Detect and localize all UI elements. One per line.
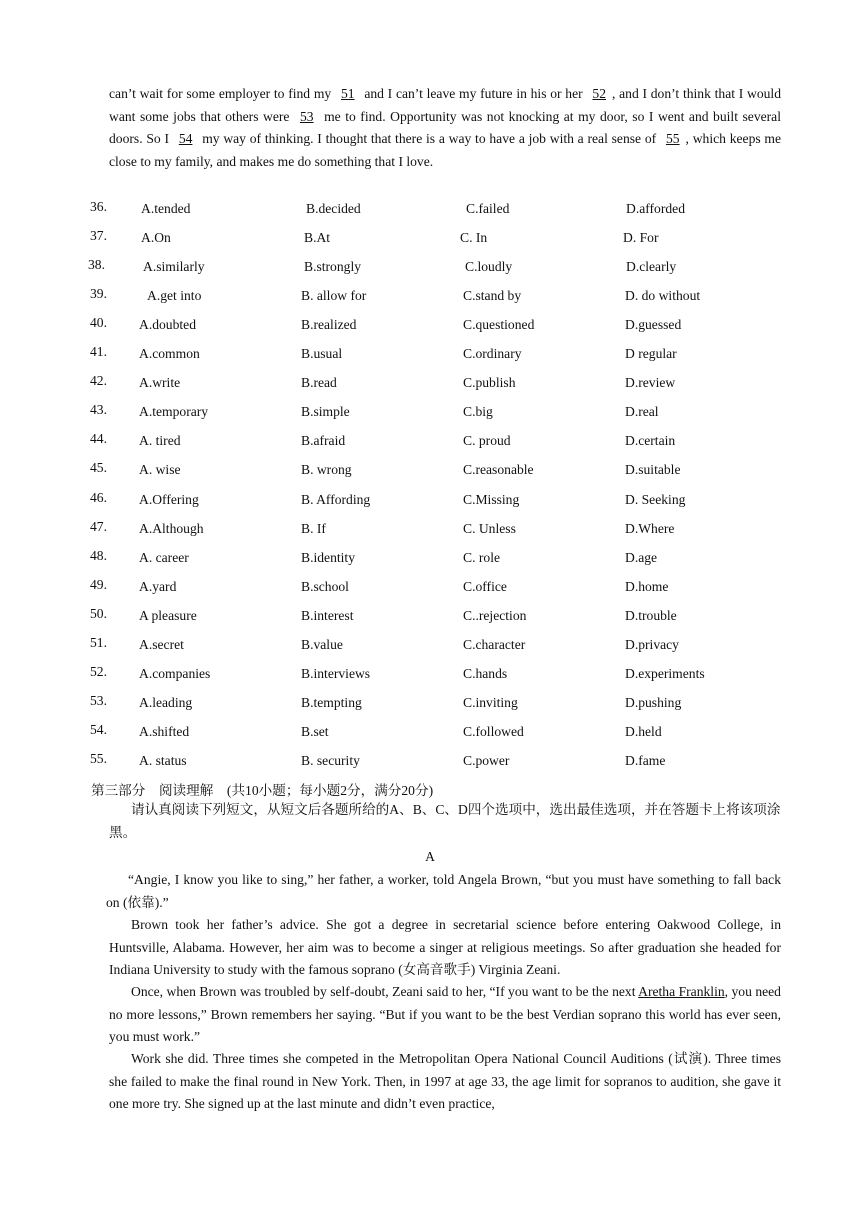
blank-51: 51 (340, 86, 355, 101)
option-b: B.simple (301, 404, 350, 420)
option-c: C.reasonable (463, 462, 534, 478)
option-c: C.ordinary (463, 346, 522, 362)
option-b: B.At (304, 230, 331, 246)
question-number: 50. (90, 605, 107, 621)
option-c: C.loudly (465, 259, 513, 275)
cloze-passage-end (109, 83, 781, 173)
option-b: B.strongly (304, 259, 362, 275)
option-c: C.hands (463, 665, 508, 681)
passage-text: and I can’t leave my future in his or her (364, 86, 583, 101)
blank-55: 55 (665, 131, 680, 147)
passage-paragraph: “Angie, I know you like to sing,” her father, a worker, told Angela Brown, “but you must have something to fall back on (依靠).” (106, 872, 781, 910)
option-d: D regular (625, 346, 677, 362)
option-d: D.real (625, 404, 659, 420)
option-d: D.age (625, 549, 658, 565)
option-b: B.decided (306, 201, 361, 216)
option-a: A.similarly (143, 259, 205, 275)
option-b: B.afraid (301, 433, 346, 449)
passage-text: my way of thinking. I thought that there is a way to have a job with a real sense of (202, 131, 657, 147)
option-a: A.common (139, 346, 200, 362)
option-d: D. For (623, 230, 659, 246)
question-row (0, 547, 860, 572)
question-number: 39. (90, 286, 107, 302)
option-d: D.suitable (625, 462, 681, 478)
question-row (0, 605, 860, 630)
option-b: B.realized (301, 317, 357, 333)
option-b: B. Affording (301, 491, 371, 507)
question-number: 55. (90, 750, 107, 766)
option-b: B.tempting (301, 694, 362, 710)
option-c: C.power (463, 752, 510, 768)
question-row (0, 518, 860, 543)
aretha-link[interactable]: Aretha Franklin (638, 984, 725, 999)
option-d: D.fame (625, 752, 666, 768)
question-number: 54. (90, 721, 107, 737)
option-c: C. Unless (463, 520, 516, 536)
option-d: D.certain (625, 433, 676, 449)
question-row (0, 433, 860, 455)
option-a: A.yard (139, 578, 177, 594)
option-a: A. tired (139, 433, 181, 449)
option-a: A.shifted (139, 723, 190, 739)
option-c: C.Missing (463, 491, 520, 507)
question-row (0, 750, 860, 775)
passage-paragraph: Brown took her father’s advice. She got a degree in secretarial science before entering Oakwood College, in Huntsville, Alabama. However, her aim was to become a singer at religious meetings. So after graduation she headed for Indiana University to study with the famous soprano (女高音歌手) Virginia Zeani. (109, 917, 781, 978)
question-row (0, 201, 860, 223)
option-b: B.read (301, 375, 337, 391)
question-row (0, 404, 860, 426)
question-row (0, 721, 860, 746)
option-d: D. do without (625, 288, 701, 304)
question-number: 52. (90, 663, 107, 679)
option-b: B. security (301, 752, 360, 768)
option-d: D.home (625, 578, 669, 594)
option-a: A.On (141, 230, 171, 246)
option-a: A pleasure (139, 607, 197, 623)
question-number: 47. (90, 518, 107, 534)
option-d: D.held (625, 723, 662, 739)
question-number: 40. (90, 315, 107, 331)
question-number: 41. (90, 344, 107, 360)
option-a: A.Although (139, 520, 204, 536)
option-c: C. role (463, 549, 500, 565)
question-number: 53. (90, 692, 107, 708)
question-number: 45. (90, 460, 107, 476)
option-d: D.experiments (625, 665, 705, 681)
option-d: D.Where (625, 520, 675, 536)
question-row (0, 230, 860, 252)
question-row (0, 462, 860, 484)
option-d: D.clearly (626, 259, 677, 275)
question-row (0, 317, 860, 339)
option-c: C.inviting (463, 694, 518, 710)
blank-54: 54 (178, 131, 193, 147)
option-b: B.identity (301, 549, 355, 565)
option-c: C.publish (463, 375, 516, 391)
option-b: B. allow for (301, 288, 367, 304)
passage-text: me to find. Opportunity was not knocking at my door, so I went and built several doors. So I (109, 108, 781, 147)
section-heading: 第三部分 阅读理解 (共10小题；每小题2分，满分20分) (91, 783, 434, 798)
option-d: D.trouble (625, 607, 677, 623)
option-a: A.companies (139, 665, 211, 681)
option-a: A. status (139, 752, 187, 768)
option-b: B.set (301, 723, 329, 739)
passage-text: , you need no more lessons,” Brown remembers her saying. “But if you want to be the best Verdian soprano this world has ever seen, you must work.” (109, 984, 781, 1045)
option-c: C.office (463, 578, 507, 594)
question-number: 44. (90, 431, 107, 447)
question-row (0, 634, 860, 659)
question-row (0, 489, 860, 514)
option-b: B.interviews (301, 665, 371, 681)
option-b: B. If (301, 520, 326, 536)
option-c: C. In (460, 230, 488, 246)
question-row (0, 692, 860, 717)
question-row (0, 663, 860, 688)
option-d: D.guessed (625, 317, 682, 333)
question-number: 37. (90, 228, 107, 244)
question-number: 49. (90, 576, 107, 592)
option-b: B.usual (301, 346, 343, 362)
option-c: C. proud (463, 433, 511, 449)
question-number: 42. (90, 373, 107, 389)
passage-text: , which keeps me close to my family, and makes me do something that I love. (109, 131, 782, 169)
passage-paragraph (109, 981, 781, 1049)
option-d: D.pushing (625, 694, 682, 710)
blank-52: 52 (592, 86, 606, 101)
option-c: C.character (463, 636, 526, 652)
option-a: A.doubted (139, 317, 197, 333)
question-row (0, 346, 860, 368)
option-c: C.questioned (463, 317, 535, 333)
question-number: 51. (90, 634, 107, 650)
option-c: C.failed (466, 201, 510, 216)
passage-text: , and I don’t think that I would want some jobs that others were (109, 86, 782, 124)
option-b: B. wrong (301, 462, 352, 478)
section-instruction: 请认真阅读下列短文，从短文后各题所给的A、B、C、D四个选项中，选出最佳选项，并在答题卡上将该项涂黑。 (109, 802, 781, 840)
option-d: D.review (625, 375, 676, 391)
question-row (0, 375, 860, 397)
question-row (0, 288, 860, 310)
passage-text: Once, when Brown was troubled by self-doubt, Zeani said to her, “If you want to be the next (131, 984, 636, 999)
passage-paragraph: Work she did. Three times she competed in the Metropolitan Opera National Council Auditions (试演). Three times she failed to make the final round in New York. Then, in 1997 at age 33, the age limit for sopranos to audition, she gave it one more try. She signed up at the last minute and didn’t even practice, (109, 1051, 781, 1112)
blank-53: 53 (299, 108, 314, 124)
option-c: C.stand by (463, 288, 522, 304)
option-b: B.value (301, 636, 343, 652)
option-a: A. career (139, 549, 189, 565)
question-number: 43. (90, 402, 107, 418)
passage-text: can’t wait for some employer to find my (109, 86, 332, 101)
option-a: A.temporary (139, 404, 209, 420)
option-b: B.interest (301, 607, 354, 623)
option-a: A.write (139, 375, 181, 391)
question-number: 38. (88, 257, 105, 273)
option-d: D.afforded (626, 201, 686, 216)
option-a: A.Offering (139, 491, 199, 507)
option-a: A.get into (147, 288, 202, 304)
question-row (0, 259, 860, 281)
option-c: C.followed (463, 723, 524, 739)
option-a: A. wise (139, 462, 181, 478)
option-c: C.big (463, 404, 493, 420)
option-a: A.tended (141, 201, 191, 216)
option-b: B.school (301, 578, 349, 594)
option-c: C..rejection (463, 607, 527, 623)
question-row (0, 576, 860, 601)
passage-label: A (425, 849, 435, 864)
option-d: D.privacy (625, 636, 679, 652)
option-a: A.secret (139, 636, 184, 652)
option-a: A.leading (139, 694, 193, 710)
question-number: 36. (90, 199, 107, 214)
question-number: 48. (90, 547, 107, 563)
option-d: D. Seeking (625, 491, 686, 507)
question-number: 46. (90, 489, 107, 505)
